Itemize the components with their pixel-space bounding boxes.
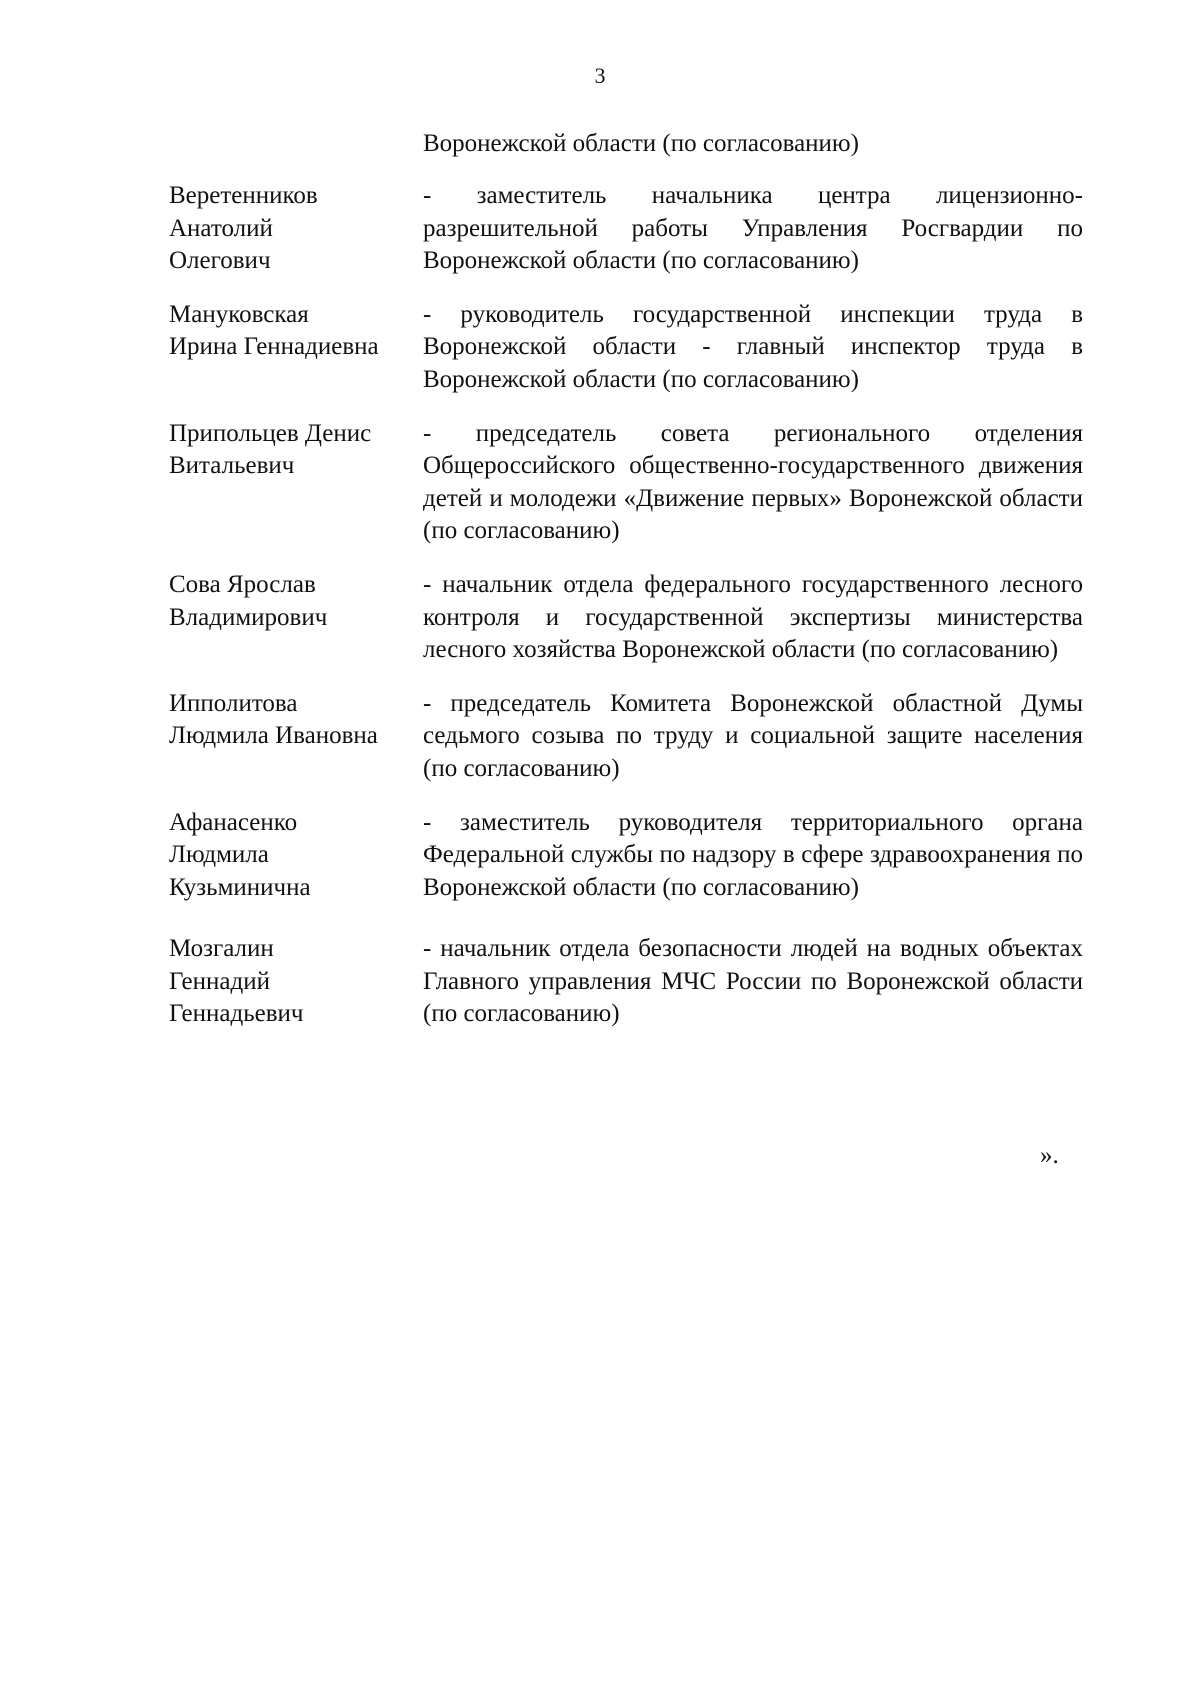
member-name: Припольцев Денис Витальевич [169, 419, 372, 480]
members-list [169, 180, 1083, 1031]
continuation-text: Воронежской области (по согласованию) [423, 130, 859, 157]
member-entry [169, 180, 1083, 278]
member-role: - председатель Комитета Воронежской областной Думы седьмого созыва по труду и социальной защите населения (по согласованию) [423, 689, 1083, 782]
member-entry [169, 933, 1083, 1031]
member-name: Афанасенко Людмила Кузьминична [169, 808, 311, 901]
member-name: Мануковская Ирина Геннадиевна [169, 300, 379, 361]
member-role: - заместитель руководителя территориального органа Федеральной службы по надзору в сфере здравоохранения по Воронежской области (по согласованию) [423, 808, 1083, 901]
member-name: Ипполитова Людмила Ивановна [169, 689, 378, 750]
member-name: Мозгалин Геннадий Геннадьевич [169, 935, 304, 1028]
member-role: - начальник отдела безопасности людей на водных объектах Главного управления МЧС России по Воронежской области (по согласованию) [423, 935, 1083, 1028]
member-name: Сова Ярослав Владимирович [169, 570, 328, 631]
member-entry [169, 569, 1083, 667]
member-entry [169, 807, 1083, 905]
member-role: - начальник отдела федерального государственного лесного контроля и государственной экспертизы министерства лесного хозяйства Воронежской области (по согласованию) [423, 570, 1083, 664]
member-name: Веретенников Анатолий Олегович [169, 182, 318, 275]
member-role: - заместитель начальника центра лицензионно-разрешительной работы Управления Росгвардии по Воронежской области (по согласованию) [423, 182, 1083, 275]
member-entry [169, 688, 1083, 786]
closing-quote-mark: ». [1040, 1142, 1059, 1169]
page-number: 3 [594, 63, 606, 88]
member-entry [169, 418, 1083, 548]
member-role: - руководитель государственной инспекции труда в Воронежской области - главный инспектор труда в Воронежской области (по согласованию) [423, 300, 1083, 393]
member-role: - председатель совета регионального отделения Общероссийского общественно-государственного движения детей и молодежи «Движение первых» Воронежской области (по согласованию) [423, 419, 1083, 545]
member-entry [169, 299, 1083, 397]
